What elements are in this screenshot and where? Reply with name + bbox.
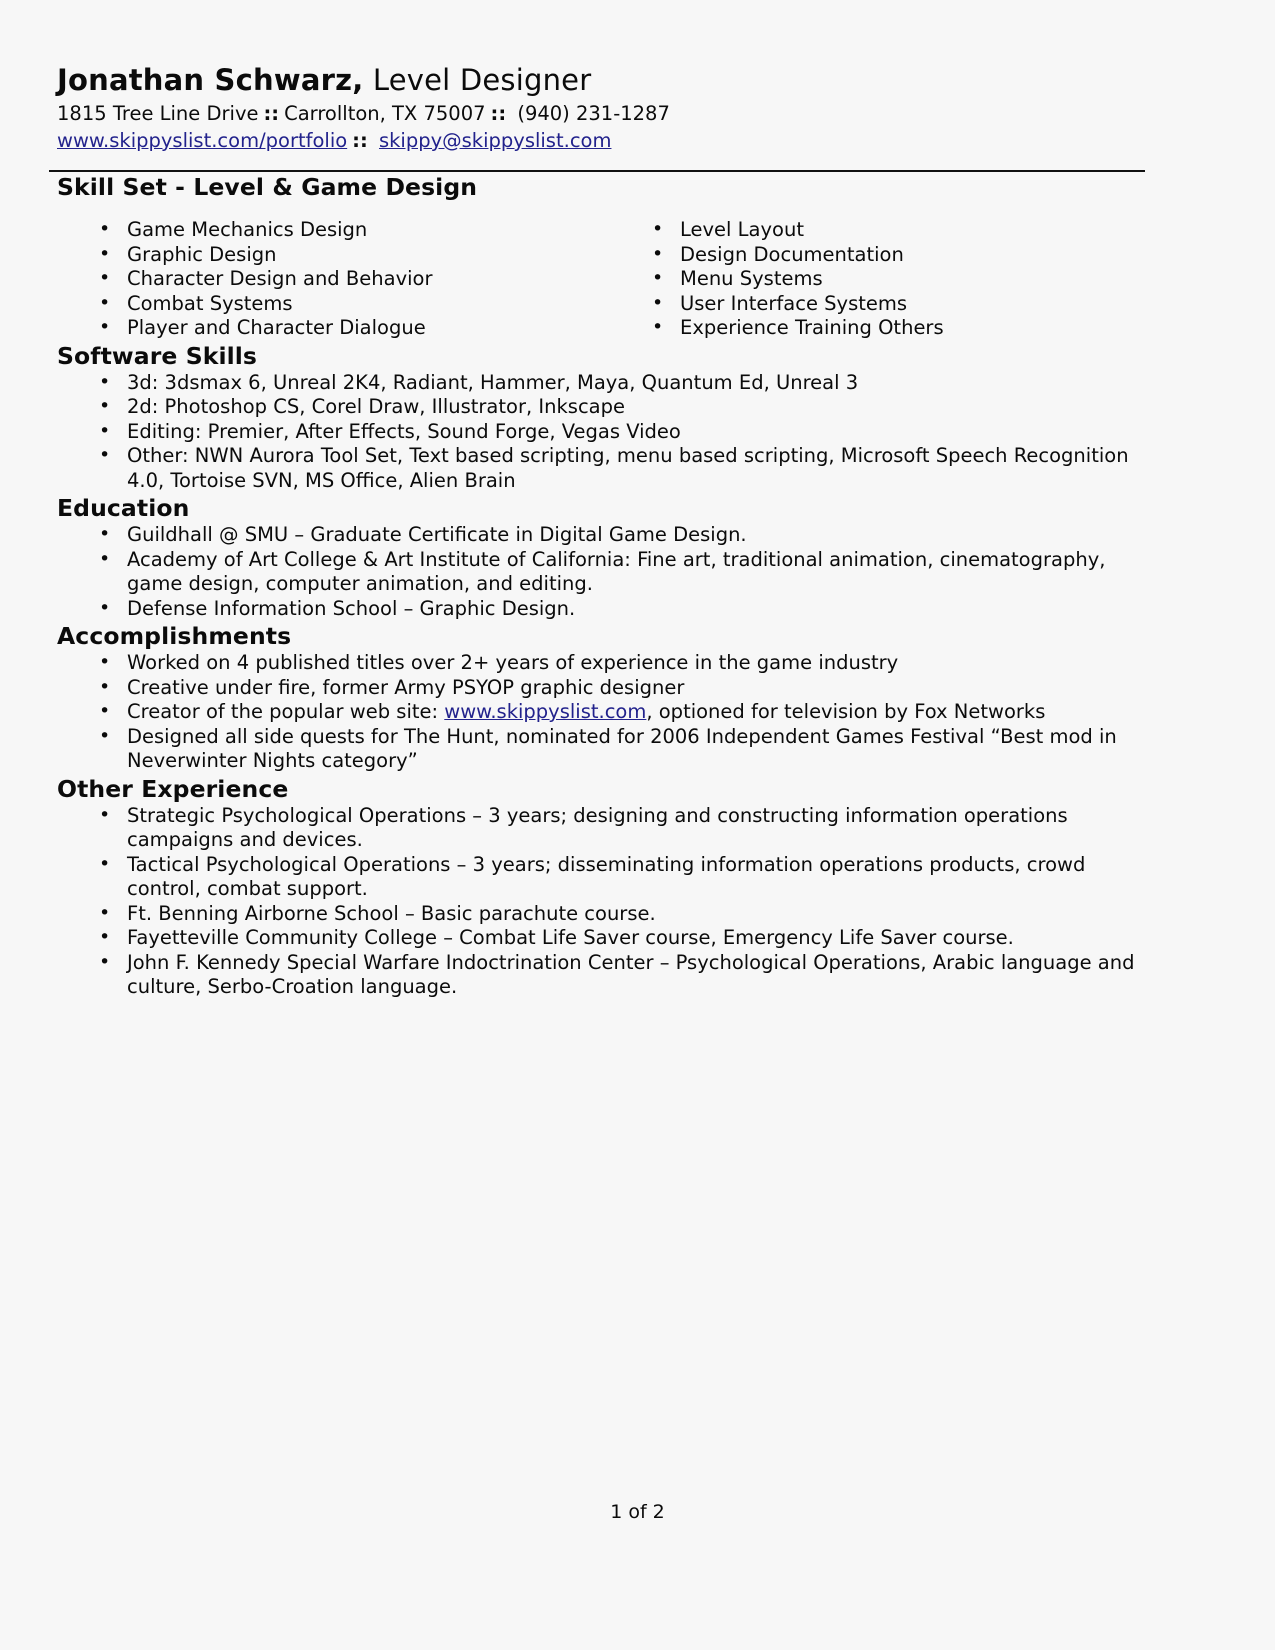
resume-header <box>57 62 1157 172</box>
list-item: • Character Design and Behavior <box>57 267 610 292</box>
skill-set-columns <box>57 218 1157 341</box>
list-item: • Defense Information School – Graphic Design. <box>57 597 1157 622</box>
city-state-zip-text: Carrollton, TX 75007 <box>284 102 486 125</box>
phone-number: (940) 231-1287 <box>517 102 670 125</box>
skill-list-right <box>610 218 1157 341</box>
address-separator-2: :: <box>490 102 507 125</box>
list-item: • Level Layout <box>610 218 1157 243</box>
email-link[interactable]: skippy@skippyslist.com <box>378 129 612 152</box>
candidate-name: Jonathan Schwarz, <box>57 63 364 97</box>
list-item: • Experience Training Others <box>610 316 1157 341</box>
address-separator-1: :: <box>263 102 280 125</box>
list-item: • Graphic Design <box>57 243 610 268</box>
list-item <box>57 700 1157 725</box>
section-heading-accomplishments: Accomplishments <box>57 622 292 650</box>
list-item: • Academy of Art College & Art Institute of California: Fine art, traditional animation, cinematography, game design, computer animation, and editing. <box>57 548 1157 597</box>
header-address-line <box>57 100 1157 127</box>
list-item: • Guildhall @ SMU – Graduate Certificate in Digital Game Design. <box>57 523 1157 548</box>
page-indicator: 1 of 2 <box>610 1501 665 1523</box>
list-item: • Designed all side quests for The Hunt, nominated for 2006 Independent Games Festival “Best mod in Neverwinter Nights category” <box>57 725 1157 774</box>
candidate-job-title: Level Designer <box>363 63 592 97</box>
list-item: • Menu Systems <box>610 267 1157 292</box>
list-item: • Tactical Psychological Operations – 3 years; disseminating information operations products, crowd control, combat support. <box>57 853 1157 902</box>
accomplishment-website-prefix: Creator of the popular web site: <box>127 700 445 723</box>
list-item: • Fayetteville Community College – Combat Life Saver course, Emergency Life Saver course. <box>57 926 1157 951</box>
section-heading-education: Education <box>57 494 190 522</box>
other-experience-list <box>57 804 1157 1000</box>
list-item: • 2d: Photoshop CS, Corel Draw, Illustrator, Inkscape <box>57 395 1157 420</box>
address-text: 1815 Tree Line Drive <box>57 102 259 125</box>
section-heading-skill-set: Skill Set - Level & Game Design <box>57 173 478 201</box>
list-item: • Strategic Psychological Operations – 3 years; designing and constructing information operations campaigns and devices. <box>57 804 1157 853</box>
education-list <box>57 523 1157 621</box>
list-item: • Creative under fire, former Army PSYOP graphic designer <box>57 676 1157 701</box>
list-item: • Ft. Benning Airborne School – Basic parachute course. <box>57 902 1157 927</box>
web-separator: :: <box>352 129 368 152</box>
header-web-line <box>57 127 1157 154</box>
skill-list-left <box>57 218 610 341</box>
resume-content <box>57 62 1157 1000</box>
accomplishments-list <box>57 651 1157 774</box>
list-item: • 3d: 3dsmax 6, Unreal 2K4, Radiant, Hammer, Maya, Quantum Ed, Unreal 3 <box>57 371 1157 396</box>
header-name-line <box>57 62 1157 98</box>
skill-set-column-left <box>57 218 610 341</box>
accomplishment-website-suffix: , optioned for television by Fox Networks <box>646 700 1046 723</box>
list-item: • Design Documentation <box>610 243 1157 268</box>
skill-set-column-right <box>610 218 1157 341</box>
section-heading-software-skills: Software Skills <box>57 341 258 370</box>
page-footer <box>0 1500 1275 1524</box>
list-item: • Player and Character Dialogue <box>57 316 610 341</box>
list-item: • Game Mechanics Design <box>57 218 610 243</box>
list-item: • Other: NWN Aurora Tool Set, Text based scripting, menu based scripting, Microsoft Speech Recognition 4.0, Tortoise SVN, MS Office, Alien Brain <box>57 444 1157 493</box>
list-item: • Editing: Premier, After Effects, Sound Forge, Vegas Video <box>57 420 1157 445</box>
list-item: • John F. Kennedy Special Warfare Indoctrination Center – Psychological Operations, Arabic language and culture, Serbo-Croation language. <box>57 951 1157 1000</box>
list-item: • User Interface Systems <box>610 292 1157 317</box>
portfolio-link[interactable]: www.skippyslist.com/portfolio <box>57 129 348 152</box>
skippyslist-link[interactable]: www.skippyslist.com <box>444 700 647 723</box>
list-item: • Combat Systems <box>57 292 610 317</box>
section-heading-other-experience: Other Experience <box>57 774 289 803</box>
software-skills-list <box>57 371 1157 494</box>
list-item: • Worked on 4 published titles over 2+ years of experience in the game industry <box>57 651 1157 676</box>
